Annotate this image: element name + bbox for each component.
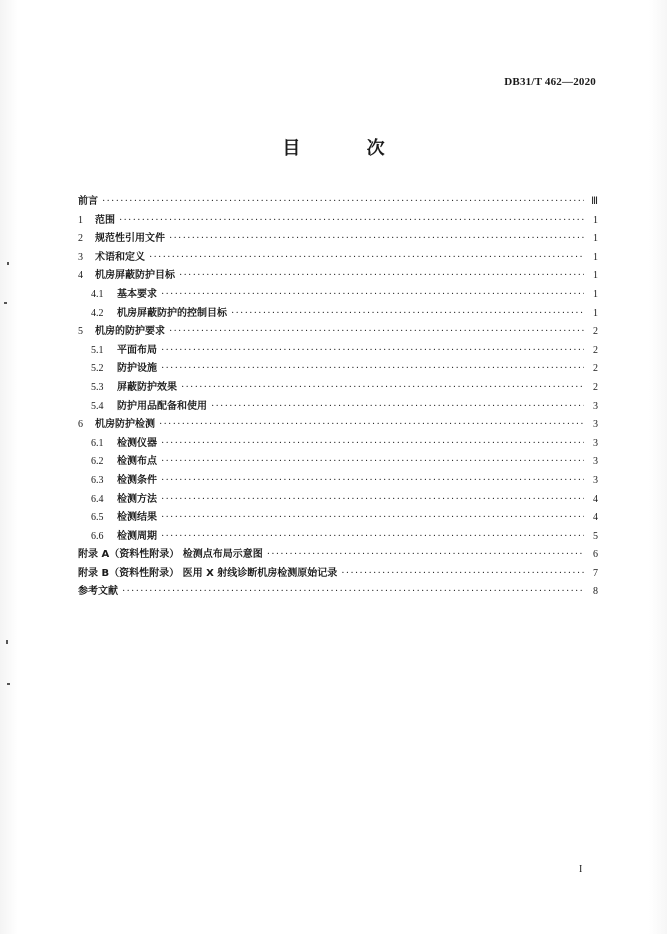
toc-entry-title: 参考文献	[78, 586, 118, 598]
toc-leader-dots	[161, 435, 584, 454]
toc-entry-number: 1	[78, 214, 83, 226]
toc-leader-dots	[161, 342, 584, 361]
toc-entry-number: 6.3	[91, 474, 104, 486]
toc-entry-page: 1	[593, 251, 598, 263]
toc-entry-page: 3	[593, 437, 598, 449]
toc-entry[interactable]	[78, 583, 598, 602]
toc-entry[interactable]	[78, 416, 598, 435]
toc-entry[interactable]	[78, 528, 598, 547]
toc-entry-title: 基本要求	[117, 288, 157, 300]
toc-entry-page: 1	[593, 214, 598, 226]
toc-leader-dots	[161, 286, 584, 305]
toc-entry-page: 3	[593, 419, 598, 431]
toc-entry-page: 4	[593, 493, 598, 505]
toc-entry-title: 机房屏蔽防护的控制目标	[117, 307, 227, 319]
toc-entry-number: 4	[78, 270, 83, 282]
toc-entry-number: 3	[78, 251, 83, 263]
toc-entry-page: 2	[593, 344, 598, 356]
scan-mark	[7, 683, 10, 685]
toc-entry[interactable]	[78, 212, 598, 231]
toc-entry-title: 检测方法	[117, 493, 157, 505]
toc-entry[interactable]	[78, 323, 598, 342]
toc-entry-page: 3	[593, 400, 598, 412]
toc-entry-page: 2	[593, 326, 598, 338]
toc-entry-page: 3	[593, 474, 598, 486]
toc-entry[interactable]	[78, 509, 598, 528]
table-of-contents	[78, 193, 598, 602]
toc-entry-title: 平面布局	[117, 344, 157, 356]
toc-entry-title: 检测仪器	[117, 437, 157, 449]
toc-entry-number: 5.4	[91, 400, 104, 412]
toc-entry[interactable]	[78, 435, 598, 454]
toc-entry-title: 机房的防护要求	[95, 326, 165, 338]
toc-entry-title: 屏蔽防护效果	[117, 381, 177, 393]
toc-leader-dots	[161, 491, 584, 510]
toc-entry-title: 机房防护检测	[95, 419, 155, 431]
toc-entry-title: 附录 B（资料性附录） 医用 X 射线诊断机房检测原始记录	[78, 567, 338, 579]
toc-entry-number: 5.3	[91, 381, 104, 393]
toc-entry-title: 规范性引用文件	[95, 233, 165, 245]
scan-mark	[6, 640, 8, 644]
toc-entry[interactable]	[78, 491, 598, 510]
toc-entry-page: 1	[593, 307, 598, 319]
toc-entry-page: 6	[593, 549, 598, 561]
scan-mark	[4, 302, 7, 304]
toc-entry-page: 5	[593, 530, 598, 542]
toc-entry-number: 4.1	[91, 288, 104, 300]
toc-leader-dots	[211, 398, 584, 417]
toc-entry-title: 术语和定义	[95, 251, 145, 263]
toc-leader-dots	[161, 360, 584, 379]
toc-entry[interactable]	[78, 398, 598, 417]
toc-leader-dots	[169, 323, 584, 342]
toc-entry-page: Ⅲ	[591, 196, 598, 207]
toc-entry-title: 防护设施	[117, 363, 157, 375]
toc-leader-dots	[161, 472, 584, 491]
toc-entry-page: 1	[593, 270, 598, 282]
toc-entry-title: 检测周期	[117, 530, 157, 542]
toc-entry[interactable]	[78, 305, 598, 324]
toc-entry-title: 防护用品配备和使用	[117, 400, 207, 412]
toc-entry-number: 4.2	[91, 307, 104, 319]
toc-entry-title: 机房屏蔽防护目标	[95, 270, 175, 282]
toc-entry[interactable]	[78, 230, 598, 249]
toc-leader-dots	[231, 305, 584, 324]
toc-entry-title: 检测条件	[117, 474, 157, 486]
page-title: 目 次	[282, 138, 415, 159]
toc-entry-title: 范围	[95, 214, 115, 226]
toc-leader-dots	[169, 230, 584, 249]
toc-entry[interactable]	[78, 267, 598, 286]
toc-entry-title: 前言	[78, 196, 98, 207]
toc-entry-page: 4	[593, 512, 598, 524]
toc-entry-number: 6.5	[91, 512, 104, 524]
toc-leader-dots	[119, 212, 584, 231]
toc-entry-number: 6.4	[91, 493, 104, 505]
page-number: I	[579, 864, 583, 875]
toc-entry[interactable]	[78, 249, 598, 268]
toc-leader-dots	[267, 546, 584, 565]
toc-entry-number: 5	[78, 326, 83, 338]
toc-entry-page: 2	[593, 363, 598, 375]
toc-entry-number: 6.2	[91, 456, 104, 468]
toc-entry-page: 7	[593, 567, 598, 579]
toc-entry[interactable]	[78, 453, 598, 472]
toc-entry-page: 8	[593, 586, 598, 598]
toc-entry[interactable]	[78, 546, 598, 565]
toc-leader-dots	[159, 416, 584, 435]
toc-entry-page: 2	[593, 381, 598, 393]
toc-entry-title: 检测布点	[117, 456, 157, 468]
toc-leader-dots	[179, 267, 584, 286]
toc-entry-number: 2	[78, 233, 83, 245]
toc-leader-dots	[149, 249, 584, 268]
toc-entry[interactable]	[78, 286, 598, 305]
toc-leader-dots	[181, 379, 584, 398]
toc-entry-page: 1	[593, 233, 598, 245]
toc-entry-number: 6.6	[91, 530, 104, 542]
toc-entry-number: 5.2	[91, 363, 104, 375]
toc-entry-number: 6.1	[91, 437, 104, 449]
toc-entry[interactable]	[78, 342, 598, 361]
toc-entry-title: 检测结果	[117, 512, 157, 524]
toc-entry[interactable]	[78, 472, 598, 491]
toc-leader-dots	[341, 565, 584, 584]
document-code: DB31/T 462—2020	[504, 76, 596, 88]
toc-entry-page: 3	[593, 456, 598, 468]
toc-entry-number: 5.1	[91, 344, 104, 356]
toc-leader-dots	[161, 528, 584, 547]
toc-entry[interactable]	[78, 193, 598, 212]
toc-leader-dots	[161, 509, 584, 528]
scan-mark	[7, 262, 9, 265]
toc-leader-dots	[161, 453, 584, 472]
toc-leader-dots	[122, 583, 584, 602]
toc-entry-title: 附录 A（资料性附录） 检测点布局示意图	[78, 549, 263, 561]
toc-entry-number: 6	[78, 419, 83, 431]
toc-entry[interactable]	[78, 379, 598, 398]
toc-leader-dots	[102, 193, 584, 212]
toc-entry[interactable]	[78, 565, 598, 584]
toc-entry[interactable]	[78, 360, 598, 379]
toc-entry-page: 1	[593, 288, 598, 300]
